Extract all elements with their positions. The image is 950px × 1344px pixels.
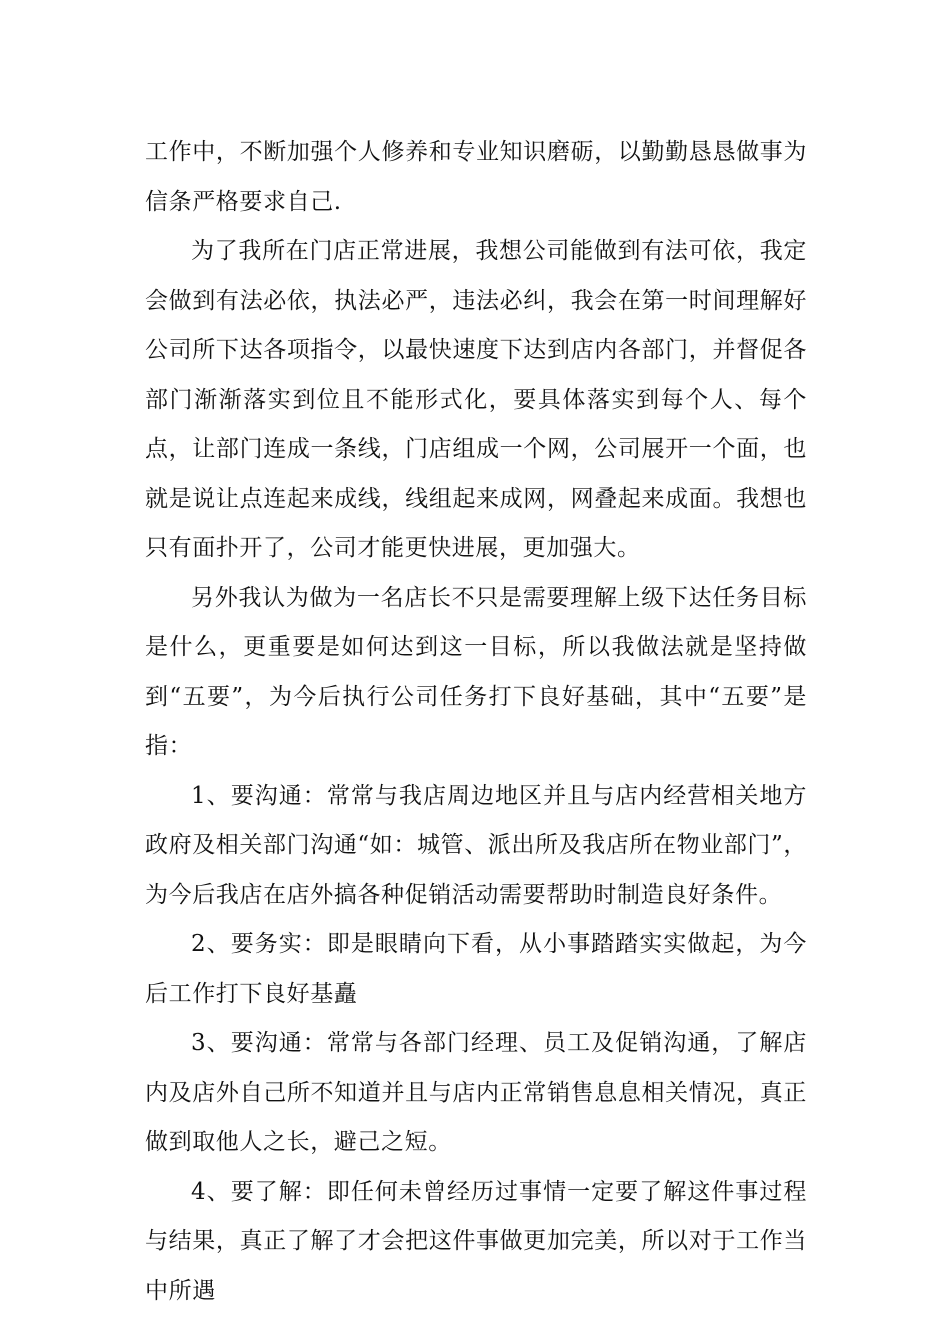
document-body	[145, 128, 807, 1316]
paragraph-list-item-3: 3、要沟通：常常与各部门经理、员工及促销沟通，了解店内及店外自己所不知道并且与店内正常销售息息相关情况，真正做到取他人之长，避己之短。	[145, 1030, 807, 1155]
paragraph-1: 工作中，不断加强个人修养和专业知识磨砺，以勤勤恳恳做事为信条严格要求自己.	[145, 139, 807, 215]
paragraph-2: 为了我所在门店正常进展，我想公司能做到有法可依，我定会做到有法必依，执法必严，违法必纠，我会在第一时间理解好公司所下达各项指令，以最快速度下达到店内各部门，并督促各部门渐渐落实到位且不能形式化，要具体落实到每个人、每个点，让部门连成一条线，门店组成一个网，公司展开一个面，也就是说让点连起来成线，线组起来成网，网叠起来成面。我想也只有面扑开了，公司才能更快进展，更加强大。	[145, 238, 807, 561]
paragraph-3: 另外我认为做为一名店长不只是需要理解上级下达任务目标是什么，更重要是如何达到这一目标，所以我做法就是坚持做到“五要”，为今后执行公司任务打下良好基础，其中“五要”是指：	[145, 584, 807, 759]
paragraph-list-item-2: 2、要务实：即是眼睛向下看，从小事踏踏实实做起，为今后工作打下良好基矗	[145, 931, 807, 1007]
paragraph-list-item-4: 4、要了解：即任何未曾经历过事情一定要了解这件事过程与结果，真正了解了才会把这件事做更加完美，所以对于工作当中所遇	[145, 1178, 807, 1304]
paragraph-list-item-1: 1、要沟通：常常与我店周边地区并且与店内经营相关地方政府及相关部门沟通“如：城管、派出所及我店所在物业部门”，为今后我店在店外搞各种促销活动需要帮助时制造良好条件。	[145, 782, 807, 908]
